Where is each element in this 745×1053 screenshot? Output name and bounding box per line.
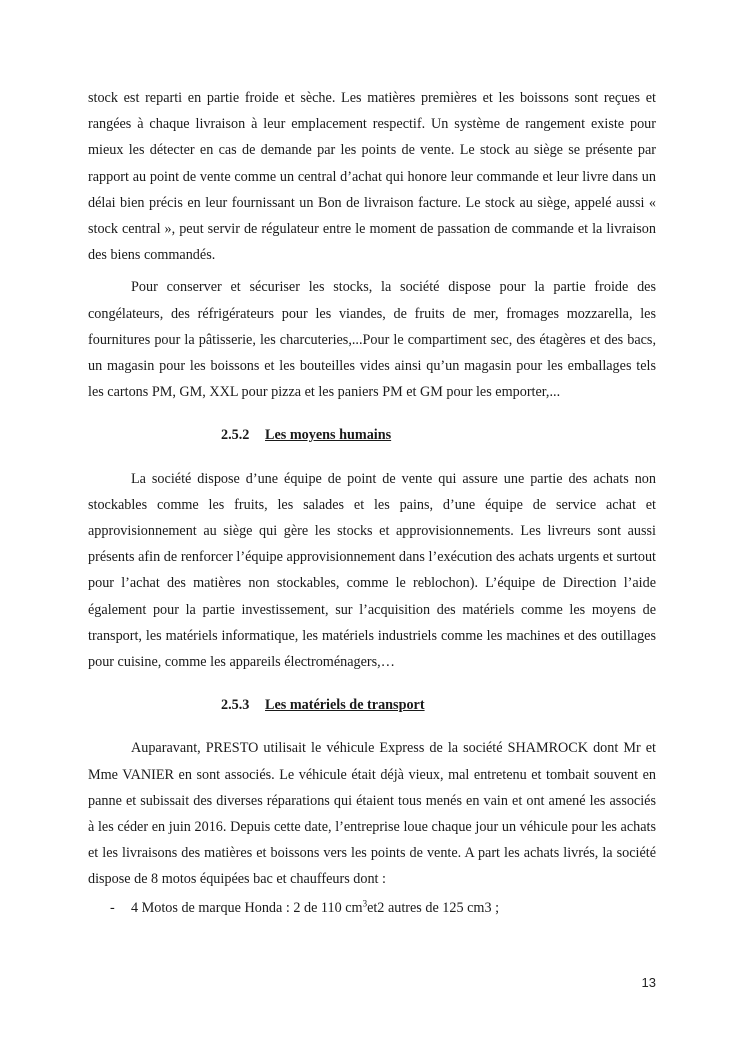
document-page: [88, 85, 656, 921]
list-item-text: 4 Motos de marque Honda : 2 de 110 cm: [131, 899, 363, 916]
section-heading-moyens-humains: [88, 422, 656, 448]
paragraph-conservation-stocks: Pour conserver et sécuriser les stocks, la société dispose pour la partie froide des congélateurs, des réfrigérateurs pour les viandes, de fruits de mer, fromages mozzarella, les fournitures pour la pâtisserie, les charcuteries,...Pour le compartiment sec, des étagères et des bacs, un magasin pour les boissons et les bouteilles vides ainsi qu’un magasin pour les emballages tels les cartons PM, GM, XXL pour pizza et les paniers PM et GM pour les emporter,...: [88, 279, 656, 401]
paragraph-stock-central: stock est reparti en partie froide et sèche. Les matières premières et les boissons sont reçues et rangées à chaque livraison à leur emplacement respectif. Un système de rangement existe pour mieux les détecter en cas de demande par les points de vente. Le stock au siège se présente par rapport au point de vente comme un central d’achat qui honore leur commande et leur livre dans un délai bien précis en leur fournissant un Bon de livraison facture. Le stock au siège, appelé aussi « stock central », peut servir de régulateur entre le moment de passation de commande et la livraison des biens commandés.: [88, 90, 656, 264]
list-dash: -: [110, 899, 115, 916]
list-item: [88, 895, 656, 921]
page-number: 13: [641, 975, 656, 990]
section-number: 2.5.3: [221, 697, 250, 714]
list-item-text-end: et2 autres de 125 cm3 ;: [367, 899, 500, 916]
section-title: Les moyens humains: [265, 427, 392, 444]
superscript: 3: [362, 897, 368, 908]
paragraph-equipe: La société dispose d’une équipe de point de vente qui assure une partie des achats non stockables comme les fruits, les salades et les pains, d’une équipe de service achat et approvisionnement au siège qui gère les stocks et approvisionnements. Les livreurs sont aussi présents afin de renforcer l’équipe approvisionnement dans l’exécution des achats urgents et surtout pour l’achat des matières non stockables, comme le reblochon). L’équipe de Direction l’aide également pour la partie investissement, sur l’acquisition des matériels comme les moyens de transport, les matériels informatique, les matériels industriels comme les machines et des outillages pour cuisine, comme les appareils électroménagers,…: [88, 470, 656, 671]
paragraph-transport: Auparavant, PRESTO utilisait le véhicule Express de la société SHAMROCK dont Mr et Mme VANIER en sont associés. Le véhicule était déjà vieux, mal entretenu et tombait souvent en panne et subissait des diverses réparations qui étaient tous menés en vain et ont amené les associés à les céder en juin 2016. Depuis cette date, l’entreprise loue chaque jour un véhicule pour les achats et les livraisons des matières et boissons vers les points de vente. A part les achats livrés, la société dispose de 8 motos équipées bac et chauffeurs dont :: [88, 740, 656, 888]
section-heading-materiels-transport: [88, 692, 656, 718]
section-title: Les matériels de transport: [265, 697, 425, 714]
motos-list: [88, 895, 656, 921]
section-number: 2.5.2: [221, 427, 250, 444]
